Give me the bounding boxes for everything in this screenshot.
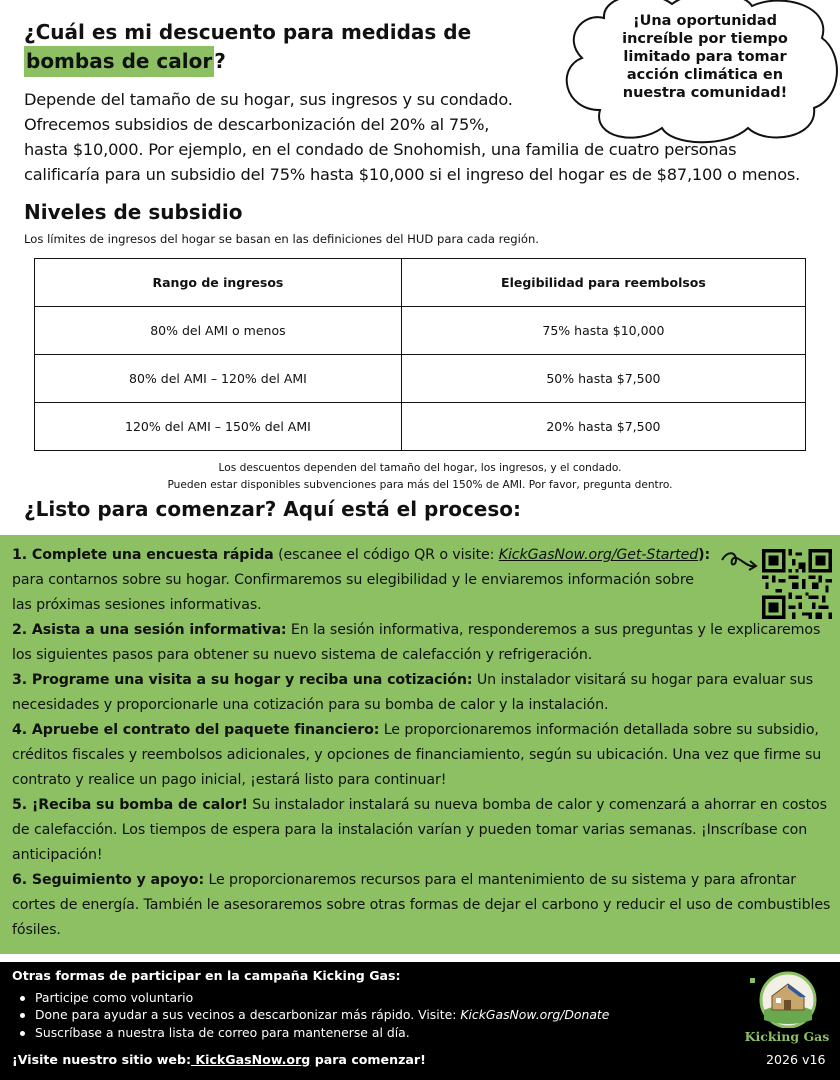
get-started-link[interactable]: KickGasNow.org/Get-Started (498, 547, 699, 563)
title-highlight: bombas de calor (24, 46, 214, 77)
title-question-mark: ? (214, 49, 226, 73)
qr-code-icon[interactable] (762, 549, 832, 619)
step-2-text: En la sesión informativa, responderemos a sus preguntas y le explicaremos los siguientes pasos para obtener su nuevo sistema de calefacción y refrigeración. (12, 622, 821, 663)
subsidy-table (34, 258, 806, 451)
step-4 (12, 718, 832, 793)
callout-text (600, 12, 810, 102)
step-1-colon: ): (698, 547, 711, 563)
intro-line-2: Ofrecemos subsidios de descarbonización del 20% al 75%, (24, 115, 490, 134)
callout-line: increíble por tiempo (622, 31, 788, 47)
table-cell: 80% del AMI o menos (35, 307, 402, 355)
table-cell: 20% hasta $7,500 (401, 403, 805, 451)
footer-item-text: Participe como voluntario (35, 990, 194, 1005)
process-heading: ¿Listo para comenzar? Aquí está el proceso: (24, 497, 522, 521)
page-title-line2 (24, 49, 226, 73)
bullet-icon (20, 1031, 25, 1036)
step-5-title: 5. ¡Reciba su bomba de calor! (12, 797, 248, 813)
footer-list-item (20, 1025, 410, 1040)
step-1-line2: para contarnos sobre su hogar. Confirmaremos su elegibilidad y le enviaremos información sobre (12, 572, 694, 588)
callout-line: ¡Una oportunidad (632, 13, 778, 29)
visit-text: ¡Visite nuestro sitio web: (12, 1052, 191, 1067)
footer-visit-line (12, 1052, 426, 1067)
footer-heading: Otras formas de participar en la campaña Kicking Gas: (12, 968, 401, 983)
column-header-income: Rango de ingresos (35, 259, 402, 307)
footer-item-text: Done para ayudar a sus vecinos a descarbonizar más rápido. Visite: (35, 1007, 461, 1022)
step-1-line3: las próximas sesiones informativas. (12, 597, 262, 613)
step-1-text: (escanee el código QR o visite: (273, 547, 499, 563)
step-6-title: 6. Seguimiento y apoyo: (12, 872, 205, 888)
visit-text-end: para comenzar! (310, 1052, 426, 1067)
bullet-icon (20, 996, 25, 1001)
table-row (35, 307, 806, 355)
step-4-title: 4. Apruebe el contrato del paquete financiero: (12, 722, 380, 738)
callout-line: limitado para tomar (623, 49, 787, 65)
step-4-text: Le proporcionaremos información detallada sobre su subsidio, créditos fiscales y reembolsos adicionales, y opciones de financiamiento, según su ubicación. Una vez que firme su contrato y realice un pago inicial, ¡estará listo para continuar! (12, 722, 822, 788)
callout-line: acción climática en (626, 67, 784, 83)
callout-line: nuestra comunidad! (622, 85, 788, 101)
bullet-icon (20, 1013, 25, 1018)
intro-line-1: Depende del tamaño de su hogar, sus ingresos y su condado. (24, 90, 513, 109)
levels-heading: Niveles de subsidio (24, 200, 243, 224)
intro-line-4: calificaría para un subsidio del 75% hasta $10,000 si el ingreso del hogar es de $87,100 o menos. (24, 165, 801, 184)
step-5 (12, 793, 832, 868)
page-title-line1: ¿Cuál es mi descuento para medidas de (24, 20, 472, 44)
donate-link[interactable]: KickGasNow.org/Donate (460, 1007, 610, 1022)
step-1-title: 1. Complete una encuesta rápida (12, 547, 274, 563)
step-2-title: 2. Asista a una sesión informativa: (12, 622, 287, 638)
step-5-text: Su instalador instalará su nueva bomba de calor y comenzará a ahorrar en costos de calefacción. Los tiempos de espera para la instalación varían y pueden tomar varias semanas. ¡Inscríbase con anticipación! (12, 797, 827, 863)
table-note-1: Los descuentos dependen del tamaño del hogar, los ingresos, y el condado. (218, 462, 622, 474)
step-2 (12, 618, 832, 668)
step-6-text: Le proporcionaremos recursos para el mantenimiento de su sistema y para afrontar cortes de energía. También le asesoraremos sobre otras formas de dejar el carbono y reducir el uso de combustibles fósiles. (12, 872, 831, 938)
footer-item-text: Suscríbase a nuestra lista de correo para mantenerse al día. (35, 1025, 410, 1040)
table-cell: 75% hasta $10,000 (401, 307, 805, 355)
step-3-text: Un instalador visitará su hogar para evaluar sus necesidades y proporcionarle una cotización para su bomba de calor y la instalación. (12, 672, 814, 713)
curly-arrow-icon (720, 550, 762, 576)
table-note-2: Pueden estar disponibles subvenciones para más del 150% de AMI. Por favor, pregunta dentro. (167, 479, 673, 491)
table-header-row (35, 259, 806, 307)
footer-list-item (20, 990, 193, 1005)
levels-subheading: Los límites de ingresos del hogar se basan en las definiciones del HUD para cada región. (24, 232, 539, 246)
table-row (35, 403, 806, 451)
website-link[interactable]: KickGasNow.org (191, 1052, 311, 1067)
version-label: 2026 v16 (766, 1052, 826, 1067)
intro-line-3: hasta $10,000. Por ejemplo, en el condado de Snohomish, una familia de cuatro personas (24, 140, 737, 159)
step-6 (12, 868, 832, 943)
footer-list-item (20, 1007, 609, 1022)
step-1 (12, 543, 732, 568)
column-header-eligibility: Elegibilidad para reembolsos (401, 259, 805, 307)
table-cell: 80% del AMI – 120% del AMI (35, 355, 402, 403)
table-row (35, 355, 806, 403)
table-cell: 50% hasta $7,500 (401, 355, 805, 403)
logo-name: Kicking Gas (744, 1029, 830, 1044)
step-3 (12, 668, 832, 718)
step-3-title: 3. Programe una visita a su hogar y reciba una cotización: (12, 672, 473, 688)
kicking-gas-logo-icon (748, 970, 828, 1028)
table-cell: 120% del AMI – 150% del AMI (35, 403, 402, 451)
